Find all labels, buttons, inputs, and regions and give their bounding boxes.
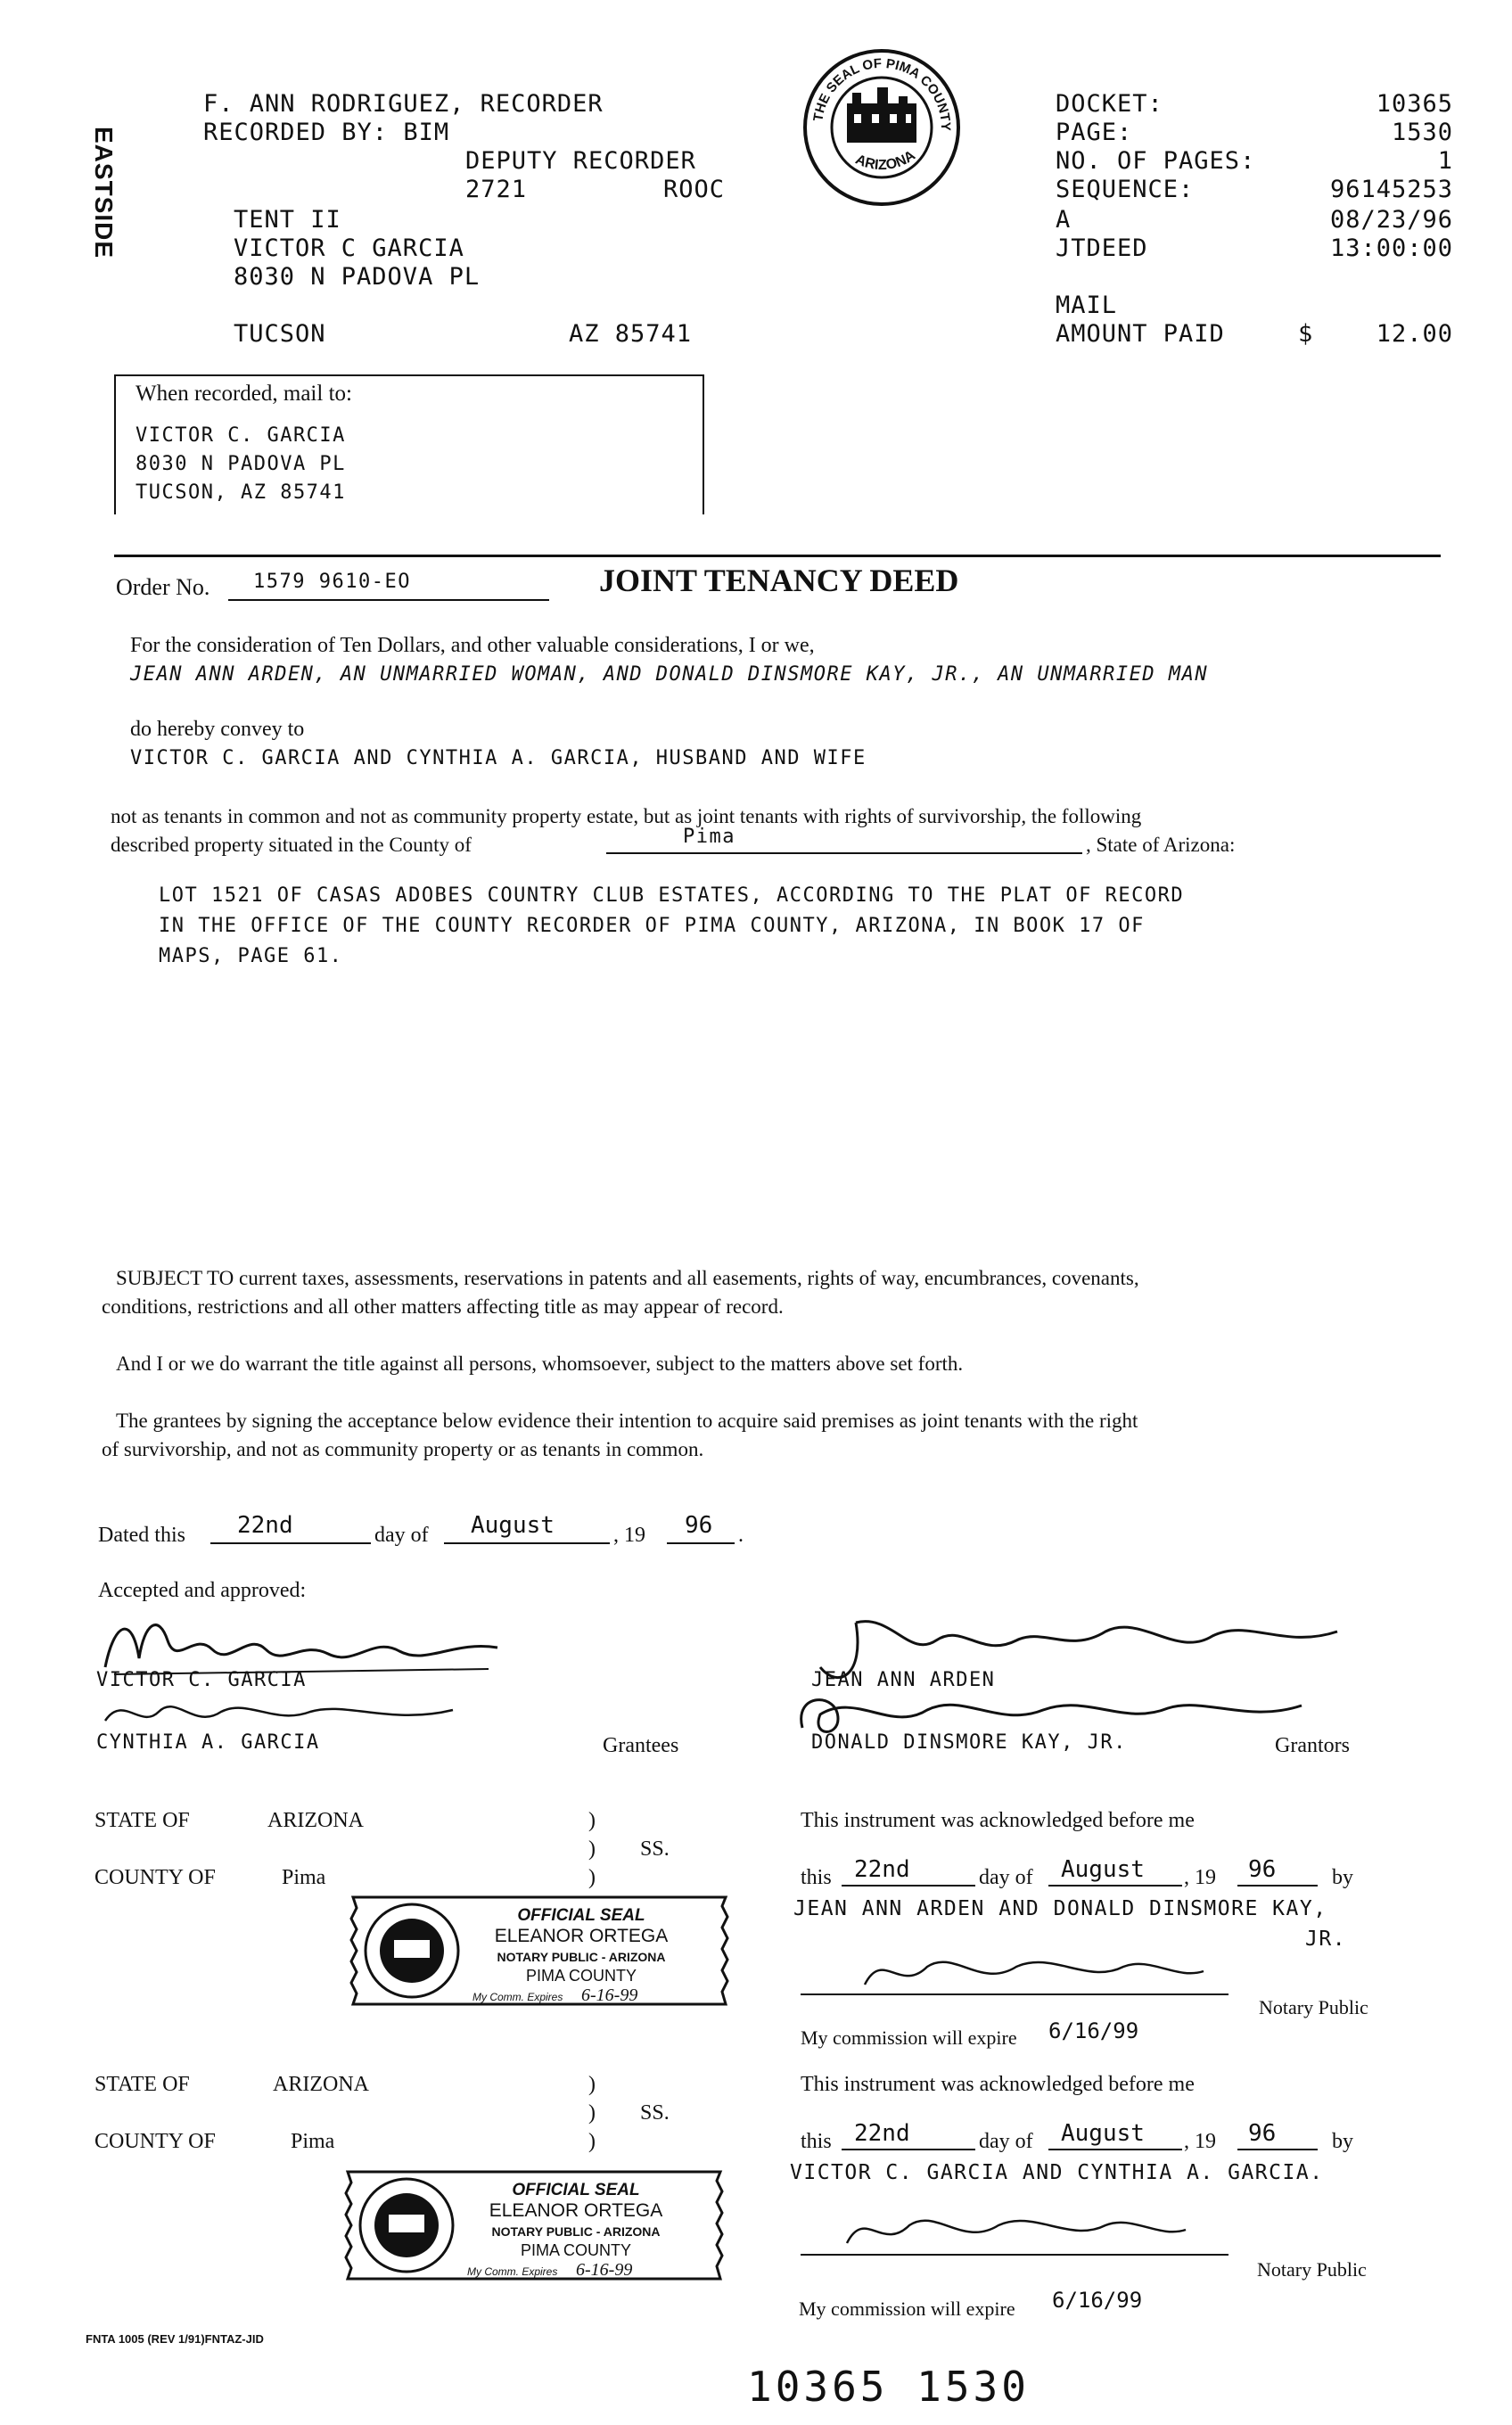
recorded-time: 13:00:00 (1329, 234, 1453, 262)
ack1-year-underline (1237, 1885, 1318, 1887)
ack2-paren: ) (588, 2073, 596, 2096)
ack2-commission: 6/16/99 (1052, 2288, 1143, 2313)
notary-seal-county: PIMA COUNTY (520, 2241, 632, 2259)
legal-description-line: IN THE OFFICE OF THE COUNTY RECORDER OF PIMA COUNTY, ARIZONA, IN BOOK 17 OF (159, 915, 1145, 937)
ack1-notary-label: Notary Public (1259, 1996, 1368, 2018)
subject-to-line: conditions, restrictions and all other matters affecting title as may appear of record. (102, 1295, 784, 1318)
notary-seal-title: OFFICIAL SEAL (512, 2181, 640, 2199)
ack2-by: by (1332, 2130, 1353, 2153)
ack1-year-prefix: , 19 (1184, 1866, 1216, 1889)
notary-seal-expires: 6-16-99 (576, 2260, 633, 2280)
ack1-month: August (1061, 1856, 1145, 1883)
ack1-day-of: day of (979, 1866, 1033, 1889)
mail-to-line: VICTOR C. GARCIA (136, 424, 346, 447)
notary-seal-title: OFFICIAL SEAL (517, 1906, 645, 1925)
amount-paid-value: 12.00 (1376, 320, 1453, 348)
ack1-names-line: JEAN ANN ARDEN AND DONALD DINSMORE KAY, (793, 1897, 1327, 1920)
recorded-by: RECORDED BY: BIM (203, 119, 450, 146)
ack2-state: ARIZONA (273, 2073, 369, 2096)
seal-text-top: THE SEAL OF PIMA COUNTY (810, 55, 954, 131)
warranty-text: And I or we do warrant the title against all persons, whomsoever, subject to the matters above set forth. (116, 1352, 964, 1375)
county-underline (606, 852, 1082, 854)
grantee-state-zip-header: AZ 85741 (569, 320, 693, 348)
ack1-text: This instrument was acknowledged before me (801, 1809, 1195, 1832)
notary-seal-name: ELEANOR ORTEGA (494, 1926, 669, 1946)
docket-label: DOCKET: (1056, 90, 1163, 118)
notary-seal-expires-label: My Comm. Expires (467, 2265, 558, 2278)
subject-to-line: SUBJECT TO current taxes, assessments, reservations in patents and all easements, rights of way, encumbrances, covenants, (116, 1267, 1139, 1289)
dated-day: 22nd (237, 1512, 293, 1539)
mail-label: MAIL (1056, 292, 1118, 319)
notary-signature-2 (829, 2199, 1204, 2261)
grantee-name-victor: VICTOR C. GARCIA (96, 1669, 307, 1691)
dated-day-underline (210, 1542, 371, 1544)
ack1-month-underline (1048, 1885, 1182, 1887)
pages-count-label: NO. OF PAGES: (1056, 147, 1256, 175)
recorder-code-right: ROOC (663, 176, 726, 203)
notary-official-seal-icon (342, 2163, 726, 2288)
page-label: PAGE: (1056, 119, 1133, 146)
notary-seal-expires-label: My Comm. Expires (472, 1991, 563, 2003)
footer-docket-stamp: 10365 1530 (747, 2363, 1030, 2411)
convey-text: do hereby convey to (130, 718, 305, 741)
grantor-name-donald: DONALD DINSMORE KAY, JR. (811, 1731, 1127, 1754)
ack1-county-label: COUNTY OF (94, 1866, 216, 1889)
tenancy-clause-line2: described property situated in the County of (111, 834, 472, 856)
grantee-city-header: TUCSON (234, 320, 326, 348)
notary-seal-expires: 6-16-99 (581, 1985, 638, 2005)
ack1-commission-label: My commission will expire (801, 2026, 1017, 2049)
ack2-paren: ) (588, 2130, 596, 2153)
ack1-state: ARIZONA (267, 1809, 364, 1832)
recorded-date: 08/23/96 (1329, 206, 1453, 234)
pima-county-seal-icon (802, 48, 961, 207)
legal-description-line: MAPS, PAGE 61. (159, 945, 343, 967)
grantee-name-header: VICTOR C GARCIA (234, 234, 464, 262)
notary-seal-name: ELEANOR ORTEGA (489, 2200, 663, 2221)
pages-count-value: 1 (1437, 147, 1453, 175)
ack2-commission-label: My commission will expire (799, 2298, 1015, 2320)
document-title: JOINT TENANCY DEED (599, 563, 959, 598)
ack2-text: This instrument was acknowledged before me (801, 2073, 1195, 2096)
ack1-commission: 6/16/99 (1048, 2018, 1139, 2043)
ack1-paren: ) (588, 1866, 596, 1889)
tenancy-clause-state: , State of Arizona: (1086, 834, 1236, 856)
ack1-ss: SS. (640, 1837, 670, 1861)
recorder-code-left: 2721 (465, 176, 528, 203)
dated-year: 96 (685, 1512, 713, 1539)
ack1-paren: ) (588, 1809, 596, 1832)
ack2-year-underline (1237, 2149, 1318, 2150)
tenancy-code: TENT II (234, 206, 341, 234)
ack1-county: Pima (282, 1866, 326, 1889)
grantor-name-jean: JEAN ANN ARDEN (811, 1669, 996, 1691)
ack2-ss: SS. (640, 2101, 670, 2125)
ack1-this: this (801, 1866, 832, 1889)
notary-seal-role: NOTARY PUBLIC - ARIZONA (491, 2224, 661, 2239)
notary-signature-line-2 (801, 2254, 1228, 2256)
ack1-day: 22nd (854, 1856, 910, 1883)
eastside-stamp: EASTSIDE (90, 127, 118, 259)
sequence-value: 96145253 (1329, 176, 1453, 203)
form-number: FNTA 1005 (REV 1/91)FNTAZ-JID (86, 2332, 264, 2346)
notary-signature-line-1 (801, 1993, 1228, 1995)
dated-month: August (471, 1512, 555, 1539)
ack2-state-label: STATE OF (94, 2073, 190, 2096)
ack2-names-line: VICTOR C. GARCIA AND CYNTHIA A. GARCIA. (790, 2161, 1324, 2184)
grantee-address-header: 8030 N PADOVA PL (234, 263, 481, 291)
sequence-label: SEQUENCE: (1056, 176, 1195, 203)
order-label: Order No. (116, 574, 210, 600)
grantee-name-cynthia: CYNTHIA A. GARCIA (96, 1731, 320, 1754)
page-value: 1530 (1391, 119, 1453, 146)
ack2-month: August (1061, 2120, 1145, 2147)
notary-official-seal-icon (348, 1888, 731, 2013)
currency-symbol: $ (1298, 320, 1314, 348)
grantees-label: Grantees (603, 1734, 679, 1757)
grantees-text: VICTOR C. GARCIA AND CYNTHIA A. GARCIA, HUSBAND AND WIFE (130, 747, 867, 769)
ack1-names-line: JR. (1305, 1928, 1347, 1951)
record-type-label: A (1056, 206, 1072, 234)
tenancy-clause-line1: not as tenants in common and not as community property estate, but as joint tenants with rights of survivorship, the following (111, 805, 1142, 827)
legal-description-line: LOT 1521 OF CASAS ADOBES COUNTRY CLUB ESTATES, ACCORDING TO THE PLAT OF RECORD (159, 884, 1185, 907)
mail-to-heading: When recorded, mail to: (136, 382, 352, 406)
notary-seal-role: NOTARY PUBLIC - ARIZONA (497, 1950, 666, 1964)
accepted-label: Accepted and approved: (98, 1579, 307, 1602)
order-underline (228, 599, 549, 601)
ack2-year: 96 (1248, 2120, 1277, 2147)
ack2-paren: ) (588, 2101, 596, 2125)
recorder-name: F. ANN RODRIGUEZ, RECORDER (203, 90, 604, 118)
grantors-label: Grantors (1275, 1734, 1350, 1757)
dated-label: Dated this (98, 1524, 185, 1547)
dated-year-prefix: , 19 (613, 1524, 645, 1547)
ack2-county-label: COUNTY OF (94, 2130, 216, 2153)
ack1-year: 96 (1248, 1856, 1277, 1883)
deputy-recorder: DEPUTY RECORDER (465, 147, 696, 175)
consideration-text: For the consideration of Ten Dollars, and other valuable considerations, I or we, (130, 634, 815, 657)
county-value: Pima (683, 826, 735, 848)
grantors-text: JEAN ANN ARDEN, AN UNMARRIED WOMAN, AND DONALD DINSMORE KAY, JR., AN UNMARRIED MAN (130, 663, 1209, 686)
grantee-signature-cynthia (96, 1685, 471, 1739)
ack2-year-prefix: , 19 (1184, 2130, 1216, 2153)
dated-month-underline (444, 1542, 610, 1544)
docket-value: 10365 (1376, 90, 1453, 118)
ack1-by: by (1332, 1866, 1353, 1889)
mail-to-line: 8030 N PADOVA PL (136, 453, 346, 475)
seal-text-bottom: ARIZONA (852, 147, 918, 174)
ack2-notary-label: Notary Public (1257, 2258, 1367, 2281)
ack2-this: this (801, 2130, 832, 2153)
ack2-county: Pima (291, 2130, 335, 2153)
amount-paid-label: AMOUNT PAID (1056, 320, 1225, 348)
ack1-paren: ) (588, 1837, 596, 1861)
ack2-month-underline (1048, 2149, 1182, 2150)
order-number: 1579 9610-EO (253, 571, 411, 593)
ack2-day-of: day of (979, 2130, 1033, 2153)
mail-to-line: TUCSON, AZ 85741 (136, 481, 346, 504)
ack1-state-label: STATE OF (94, 1809, 190, 1832)
document-type-label: JTDEED (1056, 234, 1148, 262)
dated-end: . (738, 1524, 744, 1547)
dated-year-underline (667, 1542, 735, 1544)
ack2-day-underline (842, 2149, 975, 2150)
notary-seal-county: PIMA COUNTY (525, 1967, 637, 1985)
ack2-day: 22nd (854, 2120, 910, 2147)
grantees-clause-line: of survivorship, and not as community property or as tenants in common. (102, 1438, 704, 1460)
ack1-day-underline (842, 1885, 975, 1887)
header-divider (114, 555, 1441, 557)
dated-day-of: day of (374, 1524, 429, 1547)
grantees-clause-line: The grantees by signing the acceptance below evidence their intention to acquire said premises as joint tenants with the right (116, 1410, 1138, 1432)
